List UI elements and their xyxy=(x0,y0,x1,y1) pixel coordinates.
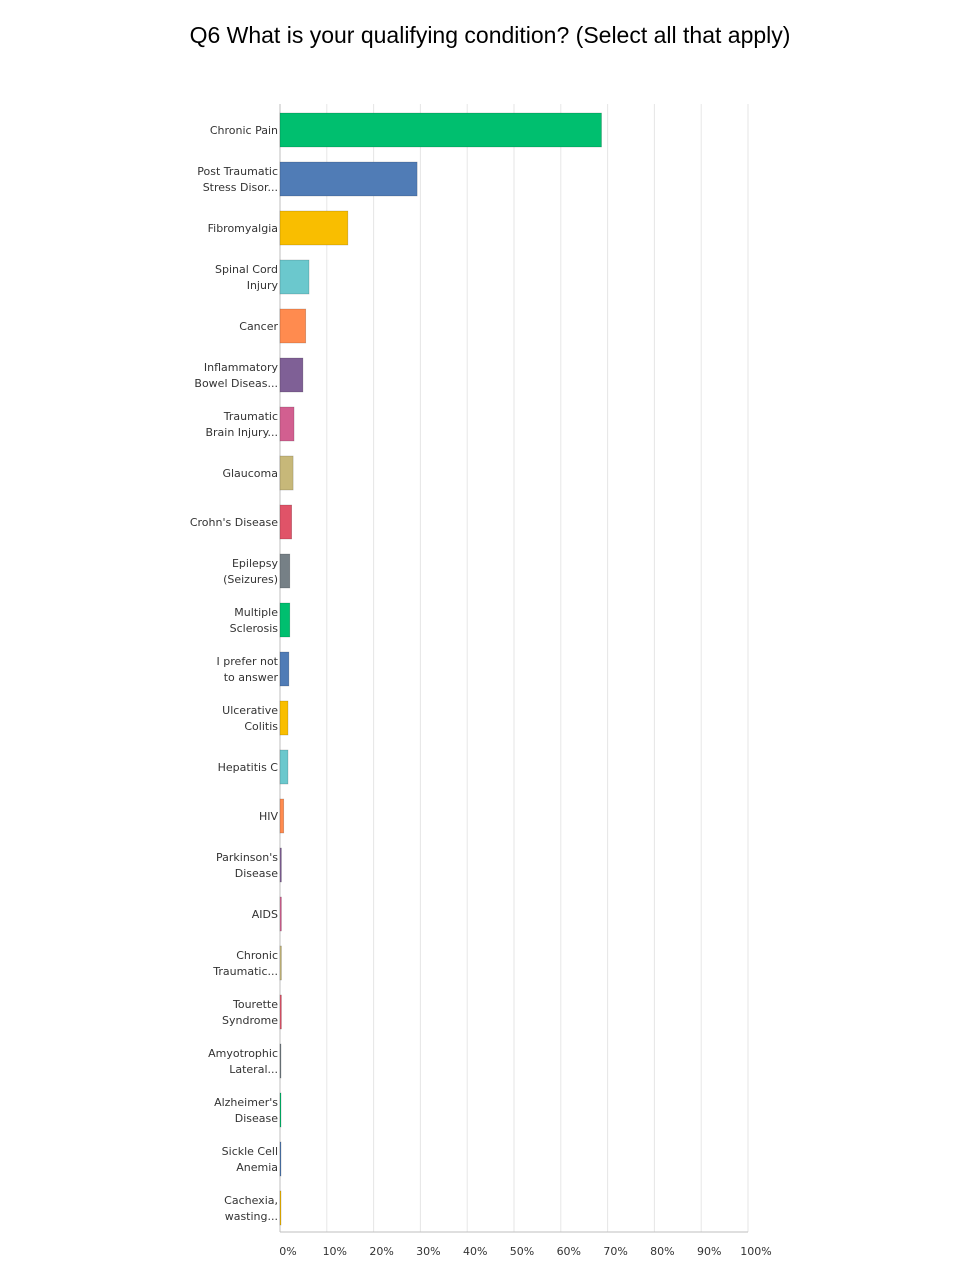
x-tick-label: 20% xyxy=(369,1245,394,1258)
category-label: Ulcerative Colitis xyxy=(222,704,278,733)
bar[interactable] xyxy=(280,1044,281,1078)
category-label: Multiple Sclerosis xyxy=(229,606,278,635)
x-tick-label: 30% xyxy=(416,1245,441,1258)
category-label: Crohn's Disease xyxy=(189,516,278,529)
category-label: I prefer not to answer xyxy=(216,655,278,684)
chart-title: Q6 What is your qualifying condition? (Select all that apply) xyxy=(189,22,791,48)
x-tick-label: 80% xyxy=(650,1245,675,1258)
category-label: Inflammatory Bowel Diseas... xyxy=(194,361,278,390)
x-tick-label: 60% xyxy=(556,1245,582,1258)
category-label: Cancer xyxy=(239,320,278,333)
x-tick-label: 10% xyxy=(322,1245,348,1258)
bar[interactable] xyxy=(280,652,289,686)
bar[interactable] xyxy=(280,358,303,392)
category-label: Hepatitis C xyxy=(217,761,278,774)
category-label: Parkinson's Disease xyxy=(216,851,278,880)
x-tick-label: 40% xyxy=(462,1245,488,1258)
bar[interactable] xyxy=(280,113,602,147)
bar[interactable] xyxy=(280,211,348,245)
category-label: Chronic Traumatic... xyxy=(213,949,278,978)
category-label: Traumatic Brain Injury... xyxy=(205,410,278,439)
bar[interactable] xyxy=(280,505,292,539)
category-label: Post Traumatic Stress Disor... xyxy=(197,165,278,194)
category-label: Sickle Cell Anemia xyxy=(221,1145,278,1174)
bar[interactable] xyxy=(280,995,281,1029)
category-label: HIV xyxy=(258,810,278,823)
x-tick-label: 100% xyxy=(740,1245,772,1258)
category-label: Epilepsy (Seizures) xyxy=(223,557,278,586)
category-label: Cachexia, wasting... xyxy=(224,1194,278,1223)
bar[interactable] xyxy=(280,848,281,882)
bar[interactable] xyxy=(280,554,290,588)
category-label: Spinal Cord Injury xyxy=(214,263,278,292)
bar[interactable] xyxy=(280,1191,281,1225)
bar[interactable] xyxy=(280,946,281,980)
category-label: Chronic Pain xyxy=(209,124,278,137)
bar[interactable] xyxy=(280,799,284,833)
bar[interactable] xyxy=(280,309,306,343)
bar[interactable] xyxy=(280,407,294,441)
bar[interactable] xyxy=(280,1093,281,1127)
category-label: Alzheimer's Disease xyxy=(214,1096,278,1125)
x-tick-label: 70% xyxy=(603,1245,628,1258)
bar[interactable] xyxy=(280,456,293,490)
bar[interactable] xyxy=(280,701,288,735)
x-tick-label: 0% xyxy=(279,1245,297,1258)
bar[interactable] xyxy=(280,162,417,196)
x-tick-label: 50% xyxy=(509,1245,535,1258)
bar[interactable] xyxy=(280,897,281,931)
category-label: Fibromyalgia xyxy=(207,222,278,235)
category-label: Tourette Syndrome xyxy=(222,998,278,1027)
bar[interactable] xyxy=(280,260,309,294)
category-label: Amyotrophic Lateral... xyxy=(208,1047,278,1076)
category-label: Glaucoma xyxy=(222,467,278,480)
bar[interactable] xyxy=(280,1142,281,1176)
bar[interactable] xyxy=(280,603,290,637)
bar[interactable] xyxy=(280,750,288,784)
category-label: AIDS xyxy=(251,908,278,921)
x-tick-label: 90% xyxy=(696,1245,722,1258)
